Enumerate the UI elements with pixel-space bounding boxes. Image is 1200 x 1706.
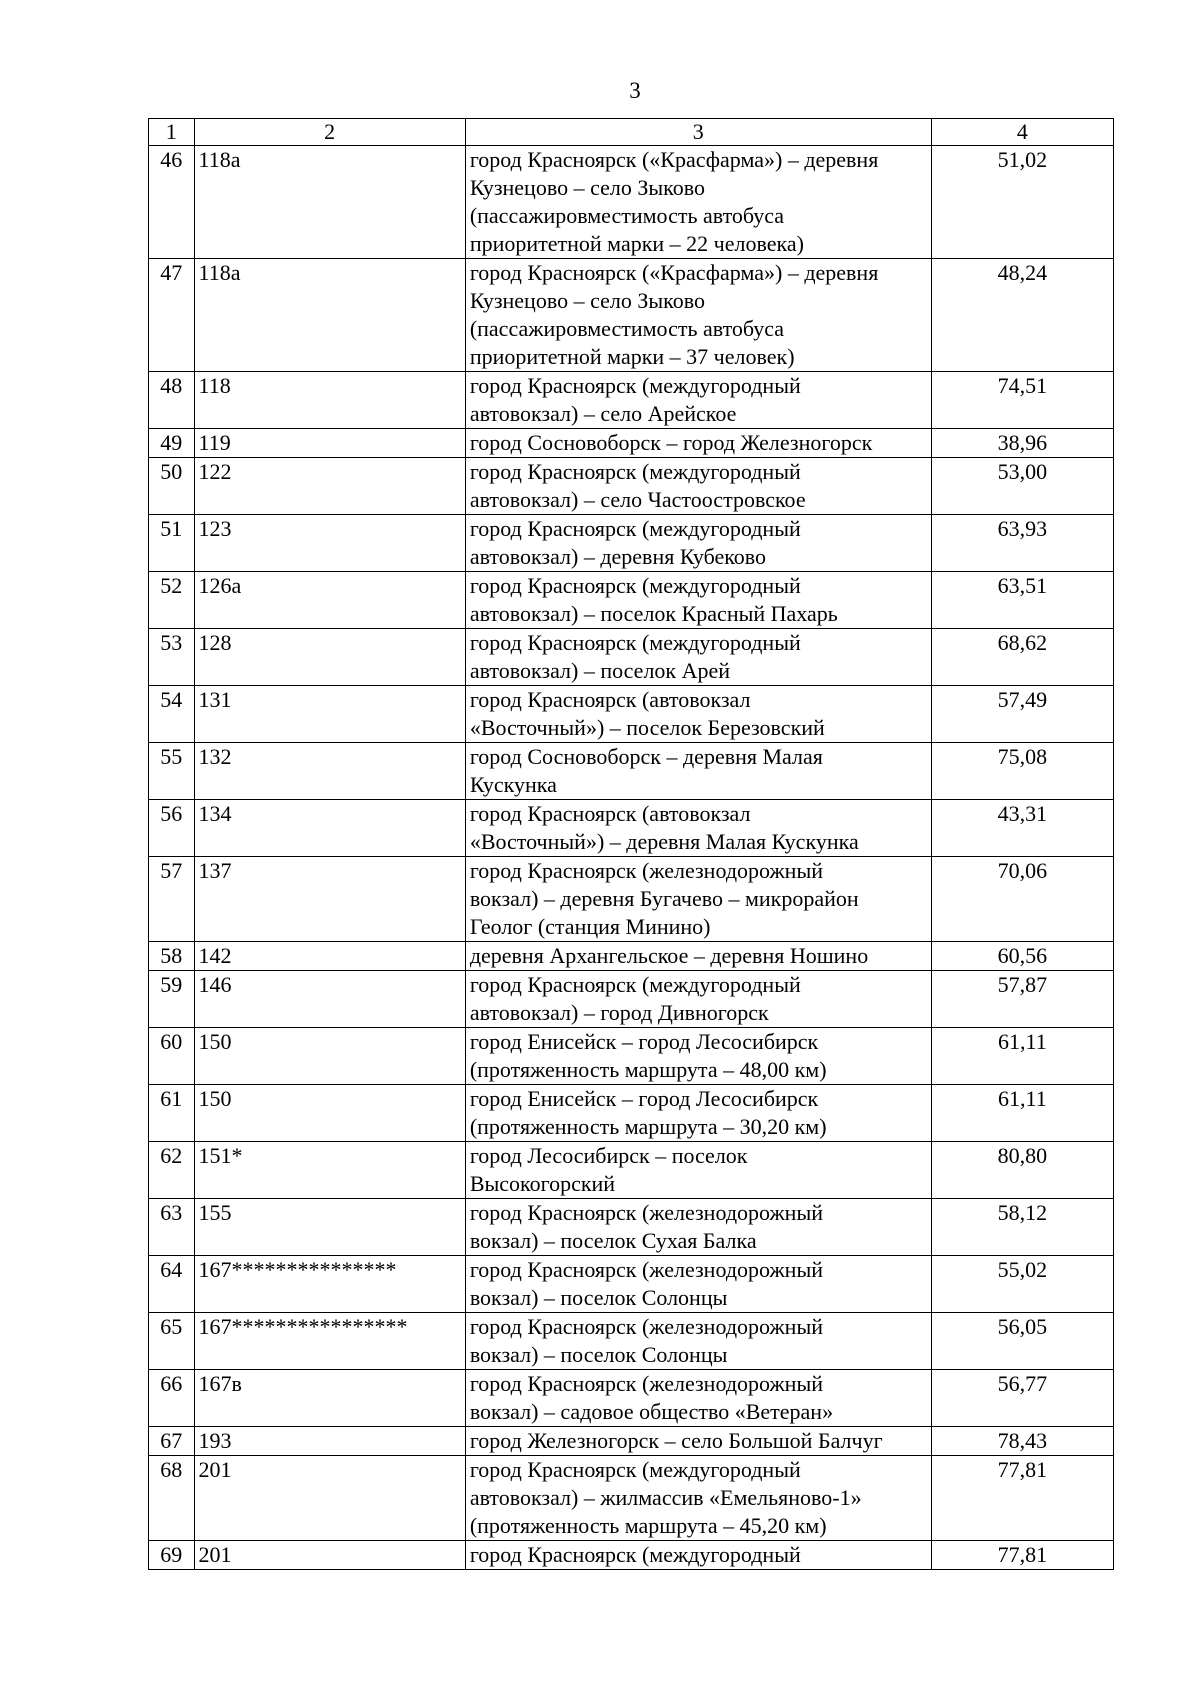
route-number-cell: 132 [194,743,465,800]
route-description-line: Высокогорский [469,1171,616,1196]
table-row [149,1456,1114,1541]
route-description-line: приоритетной марки – 22 человека) [469,231,804,256]
value-cell: 77,81 [931,1456,1113,1541]
route-description-cell [465,1199,931,1256]
row-number-cell: 51 [149,515,195,572]
route-number-cell: 118а [194,146,465,259]
route-description-cell [465,1370,931,1427]
route-description-line: приоритетной марки – 37 человек) [469,344,795,369]
route-description-cell [465,372,931,429]
route-description-cell [465,429,931,458]
route-description-cell [465,1142,931,1199]
route-description-cell [465,1541,931,1570]
route-description-line: город Красноярск (междугородный [469,573,801,598]
route-description-line: автовокзал) – поселок Арей [469,658,731,683]
table-row [149,743,1114,800]
table-row [149,1313,1114,1370]
table-row [149,429,1114,458]
value-cell: 80,80 [931,1142,1113,1199]
route-description-line: город Енисейск – город Лесосибирск [469,1029,819,1054]
route-description-cell [465,259,931,372]
table-header-row [149,119,1114,146]
route-description-line: (протяженность маршрута – 45,20 км) [469,1513,827,1538]
row-number-cell: 61 [149,1085,195,1142]
table-row [149,800,1114,857]
table-row [149,515,1114,572]
route-description-line: город Красноярск (междугородный [469,630,801,655]
table-row [149,629,1114,686]
route-description-line: автовокзал) – деревня Кубеково [469,544,767,569]
column-header-2: 2 [194,119,465,146]
value-cell: 48,24 [931,259,1113,372]
route-description-line: город Железногорск – село Большой Балчуг [469,1428,883,1453]
route-description-line: вокзал) – поселок Солонцы [469,1342,728,1367]
route-description-cell [465,1085,931,1142]
table-row [149,1199,1114,1256]
route-description-line: (протяженность маршрута – 30,20 км) [469,1114,827,1139]
route-description-cell [465,515,931,572]
route-description-cell [465,1256,931,1313]
route-number-cell: 123 [194,515,465,572]
route-description-line: город Красноярск (железнодорожный [469,1371,823,1396]
route-number-cell: 167*************** [194,1256,465,1313]
route-description-line: город Красноярск (междугородный [469,972,801,997]
route-description-line: город Лесосибирск – поселок [469,1143,748,1168]
route-description-cell [465,942,931,971]
route-description-cell [465,971,931,1028]
route-description-line: автовокзал) – город Дивногорск [469,1000,769,1025]
row-number-cell: 46 [149,146,195,259]
row-number-cell: 54 [149,686,195,743]
route-number-cell: 146 [194,971,465,1028]
route-description-line: город Красноярск (автовокзал [469,801,751,826]
value-cell: 74,51 [931,372,1113,429]
route-description-line: автовокзал) – жилмассив «Емельяново-1» [469,1485,862,1510]
route-description-line: город Красноярск (железнодорожный [469,858,823,883]
route-description-line: город Красноярск (междугородный [469,459,801,484]
table-row [149,1142,1114,1199]
route-description-line: город Красноярск (междугородный [469,1457,801,1482]
row-number-cell: 52 [149,572,195,629]
route-number-cell: 134 [194,800,465,857]
column-header-4: 4 [931,119,1113,146]
route-description-line: город Красноярск («Красфарма») – деревня [469,260,879,285]
route-description-cell [465,800,931,857]
row-number-cell: 68 [149,1456,195,1541]
table-row [149,1085,1114,1142]
value-cell: 58,12 [931,1199,1113,1256]
route-description-line: деревня Архангельское – деревня Ношино [469,943,869,968]
table-row [149,1256,1114,1313]
table-row [149,572,1114,629]
row-number-cell: 64 [149,1256,195,1313]
route-description-line: город Красноярск (междугородный [469,516,801,541]
table-row [149,458,1114,515]
route-description-cell [465,1028,931,1085]
table-row [149,146,1114,259]
route-description-line: автовокзал) – поселок Красный Пахарь [469,601,838,626]
route-description-line: город Красноярск («Красфарма») – деревня [469,147,879,172]
value-cell: 70,06 [931,857,1113,942]
route-number-cell: 167в [194,1370,465,1427]
column-header-3: 3 [465,119,931,146]
route-description-line: город Красноярск (междугородный [469,1542,801,1567]
row-number-cell: 50 [149,458,195,515]
value-cell: 53,00 [931,458,1113,515]
value-cell: 61,11 [931,1028,1113,1085]
route-description-line: Геолог (станция Минино) [469,914,711,939]
route-description-line: Кузнецово – село Зыково [469,175,705,200]
route-description-line: (протяженность маршрута – 48,00 км) [469,1057,827,1082]
value-cell: 75,08 [931,743,1113,800]
value-cell: 51,02 [931,146,1113,259]
route-description-line: вокзал) – деревня Бугачево – микрорайон [469,886,859,911]
route-number-cell: 131 [194,686,465,743]
row-number-cell: 69 [149,1541,195,1570]
value-cell: 55,02 [931,1256,1113,1313]
row-number-cell: 66 [149,1370,195,1427]
route-description-line: город Красноярск (железнодорожный [469,1257,823,1282]
route-description-line: город Красноярск (железнодорожный [469,1200,823,1225]
row-number-cell: 56 [149,800,195,857]
table-row [149,1541,1114,1570]
route-number-cell: 126а [194,572,465,629]
table-row [149,1028,1114,1085]
value-cell: 56,77 [931,1370,1113,1427]
route-description-line: город Красноярск (автовокзал [469,687,751,712]
route-number-cell: 155 [194,1199,465,1256]
page-number: 3 [629,78,641,103]
route-number-cell: 118а [194,259,465,372]
route-number-cell: 122 [194,458,465,515]
value-cell: 56,05 [931,1313,1113,1370]
route-number-cell: 201 [194,1541,465,1570]
route-description-line: «Восточный») – деревня Малая Кускунка [469,829,859,854]
table-row [149,942,1114,971]
route-description-line: (пассажировместимость автобуса [469,203,785,228]
table-row [149,259,1114,372]
row-number-cell: 58 [149,942,195,971]
route-number-cell: 137 [194,857,465,942]
route-number-cell: 150 [194,1028,465,1085]
route-description-line: «Восточный») – поселок Березовский [469,715,825,740]
table-row [149,372,1114,429]
route-description-line: Кускунка [469,772,557,797]
route-description-line: город Сосновоборск – деревня Малая [469,744,823,769]
route-number-cell: 201 [194,1456,465,1541]
route-description-cell [465,743,931,800]
table-body [149,146,1114,1570]
route-description-line: (пассажировместимость автобуса [469,316,785,341]
value-cell: 77,81 [931,1541,1113,1570]
table-row [149,1427,1114,1456]
value-cell: 63,93 [931,515,1113,572]
route-description-line: вокзал) – поселок Солонцы [469,1285,728,1310]
route-description-cell [465,1427,931,1456]
value-cell: 38,96 [931,429,1113,458]
route-description-line: город Красноярск (междугородный [469,373,801,398]
route-number-cell: 167**************** [194,1313,465,1370]
route-description-cell [465,146,931,259]
value-cell: 57,87 [931,971,1113,1028]
row-number-cell: 48 [149,372,195,429]
row-number-cell: 49 [149,429,195,458]
route-number-cell: 151* [194,1142,465,1199]
route-number-cell: 119 [194,429,465,458]
row-number-cell: 60 [149,1028,195,1085]
route-number-cell: 193 [194,1427,465,1456]
route-description-line: автовокзал) – село Частоостровское [469,487,806,512]
route-number-cell: 150 [194,1085,465,1142]
row-number-cell: 55 [149,743,195,800]
route-description-line: автовокзал) – село Арейское [469,401,737,426]
value-cell: 60,56 [931,942,1113,971]
route-description-cell [465,572,931,629]
row-number-cell: 57 [149,857,195,942]
route-number-cell: 142 [194,942,465,971]
table-row [149,686,1114,743]
route-description-cell [465,629,931,686]
value-cell: 63,51 [931,572,1113,629]
row-number-cell: 63 [149,1199,195,1256]
row-number-cell: 65 [149,1313,195,1370]
table-row [149,1370,1114,1427]
route-description-cell [465,458,931,515]
row-number-cell: 53 [149,629,195,686]
row-number-cell: 67 [149,1427,195,1456]
row-number-cell: 59 [149,971,195,1028]
route-description-cell [465,1313,931,1370]
table-row [149,857,1114,942]
route-description-line: вокзал) – поселок Сухая Балка [469,1228,757,1253]
value-cell: 61,11 [931,1085,1113,1142]
column-header-1: 1 [149,119,195,146]
row-number-cell: 47 [149,259,195,372]
route-description-cell [465,857,931,942]
route-number-cell: 128 [194,629,465,686]
routes-table [148,118,1114,1570]
route-description-cell [465,1456,931,1541]
table-row [149,971,1114,1028]
route-number-cell: 118 [194,372,465,429]
route-description-line: вокзал) – садовое общество «Ветеран» [469,1399,834,1424]
route-description-line: город Красноярск (железнодорожный [469,1314,823,1339]
value-cell: 57,49 [931,686,1113,743]
route-description-line: город Енисейск – город Лесосибирск [469,1086,819,1111]
value-cell: 43,31 [931,800,1113,857]
route-description-line: Кузнецово – село Зыково [469,288,705,313]
value-cell: 68,62 [931,629,1113,686]
route-description-cell [465,686,931,743]
value-cell: 78,43 [931,1427,1113,1456]
row-number-cell: 62 [149,1142,195,1199]
route-description-line: город Сосновоборск – город Железногорск [469,430,873,455]
